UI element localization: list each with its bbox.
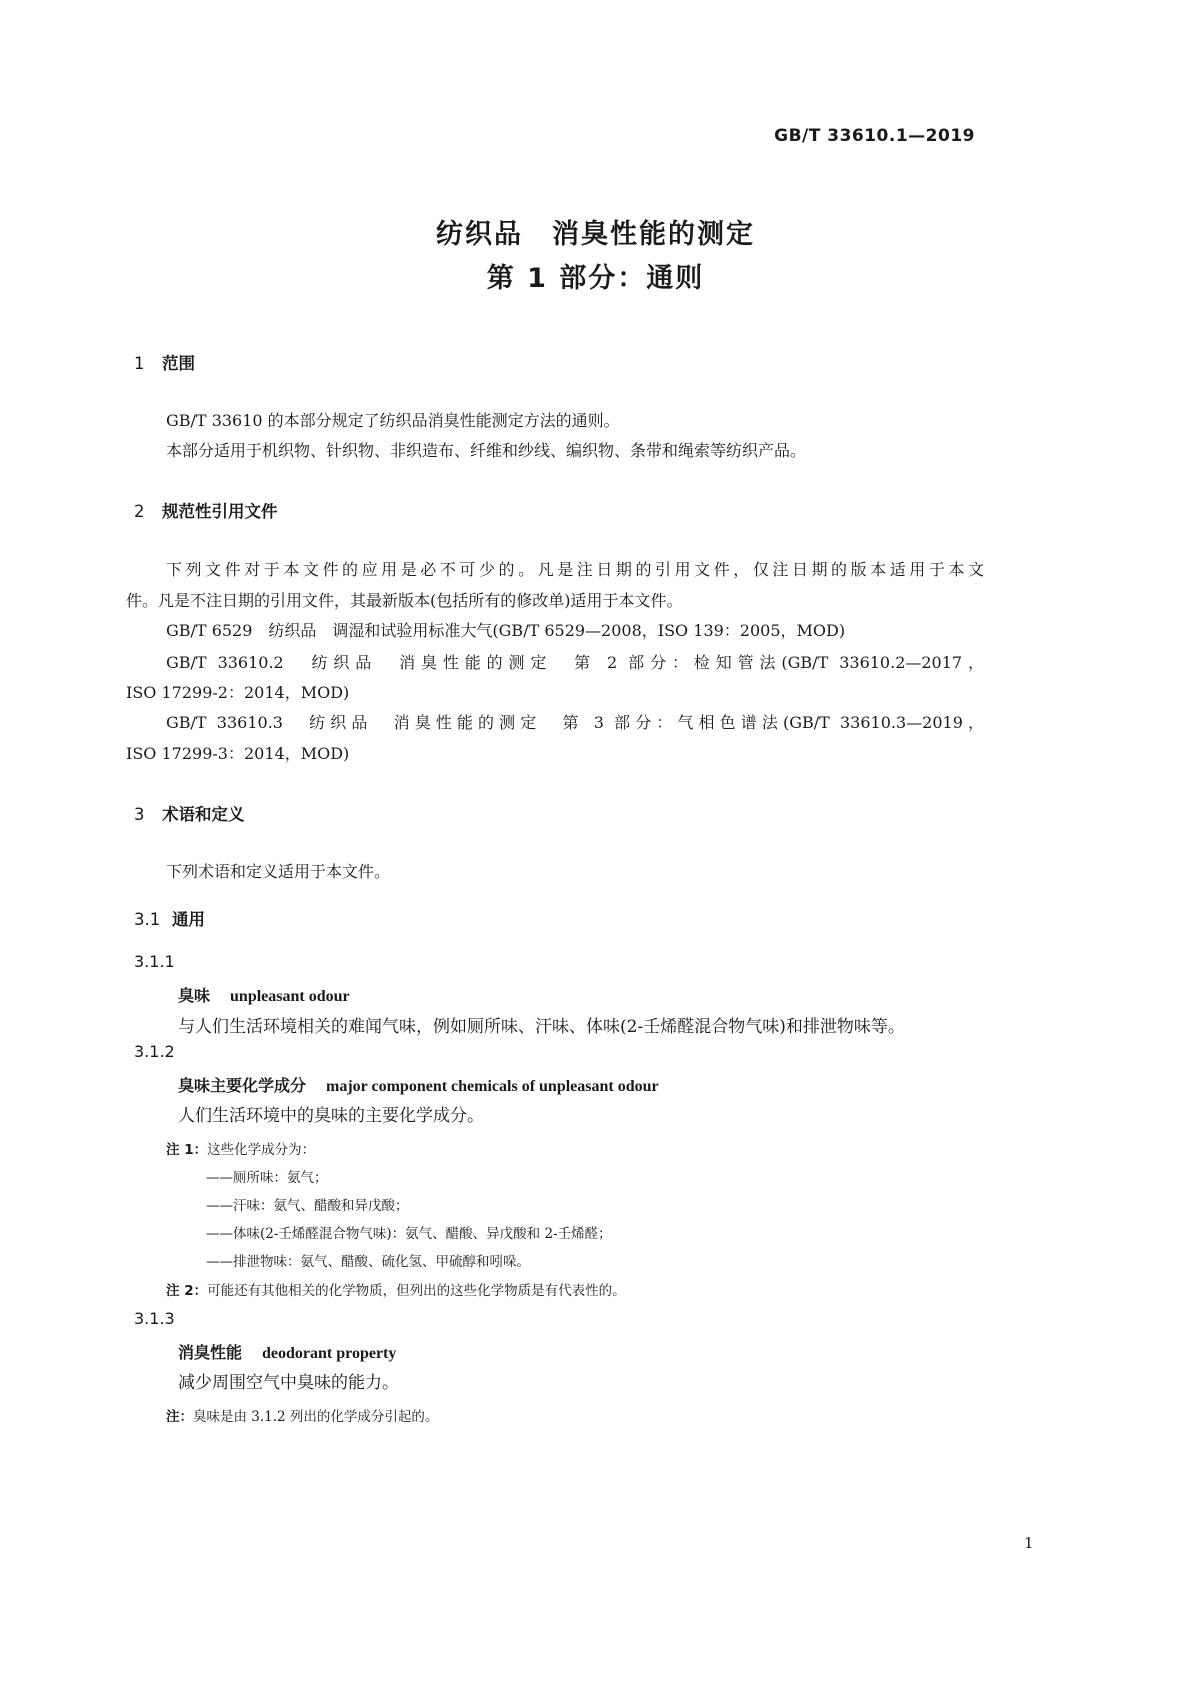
note-2 (166, 1279, 626, 1299)
section-2-heading (134, 498, 278, 522)
term-entry (178, 1073, 659, 1096)
paragraph: 本部分适用于机织物、针织物、非织造布、纤维和纱线、编织物、条带和绳索等纺织产品。 (166, 441, 807, 460)
paragraph-line: 件。凡是不注日期的引用文件，其最新版本(包括所有的修改单)适用于本文件。 (126, 591, 683, 610)
list-item: ——排泄物味：氨气、醋酸、硫化氢、甲硫醇和吲哚。 (206, 1254, 530, 1270)
section-title: 术语和定义 (162, 805, 245, 824)
term-number: 3.1.3 (134, 1309, 175, 1328)
subsection-number: 3.1 (134, 910, 161, 929)
section-title: 规范性引用文件 (162, 502, 278, 521)
term-zh: 臭味主要化学成分 (178, 1076, 307, 1095)
section-1-heading (134, 350, 195, 374)
document-subtitle: 第 1 部分：通则 (486, 263, 705, 294)
note-text: 可能还有其他相关的化学物质，但列出的这些化学物质是有代表性的。 (207, 1283, 626, 1299)
note-label: 注： (166, 1409, 193, 1425)
section-number: 3 (134, 805, 145, 824)
term-entry (178, 1340, 396, 1363)
section-number: 1 (134, 354, 145, 373)
term-en: unpleasant odour (230, 988, 350, 1005)
paragraph-line: 下列文件对于本文件的应用是必不可少的。凡是注日期的引用文件，仅注日期的版本适用于本文 (166, 560, 984, 579)
section-number: 2 (134, 502, 145, 521)
term-zh: 消臭性能 (178, 1343, 243, 1362)
reference-gb-t-33610-2: GB/T 33610.2 纺织品 消臭性能的测定 第 2 部分：检知管法(GB/T 33610.2—2017， (166, 653, 984, 672)
document-title: 纺织品 消臭性能的测定 (436, 219, 755, 250)
term-en: deodorant property (262, 1345, 397, 1362)
note (166, 1405, 438, 1425)
note-label: 注 2： (166, 1283, 208, 1299)
section-3-heading (134, 801, 245, 825)
term-entry (178, 983, 350, 1006)
list-item: ——汗味：氨气、醋酸和异戊酸； (206, 1198, 409, 1214)
page-number: 1 (1024, 1534, 1034, 1552)
note-text: 臭味是由 3.1.2 列出的化学成分引起的。 (193, 1409, 439, 1425)
subsection-title: 通用 (172, 910, 205, 929)
note-1 (166, 1138, 315, 1158)
reference-continuation: ISO 17299-3：2014，MOD) (126, 744, 350, 763)
list-item: ——厕所味：氨气； (206, 1170, 328, 1186)
reference-continuation: ISO 17299-2：2014，MOD) (126, 683, 350, 702)
paragraph: GB/T 33610 的本部分规定了纺织品消臭性能测定方法的通则。 (166, 411, 620, 430)
standard-code: GB/T 33610.1—2019 (774, 126, 975, 146)
section-title: 范围 (162, 354, 195, 373)
term-number: 3.1.1 (134, 952, 175, 971)
term-definition: 减少周围空气中臭味的能力。 (178, 1373, 399, 1393)
term-definition: 与人们生活环境相关的难闻气味，例如厕所味、汗味、体味(2-壬烯醛混合物气味)和排泄物味等。 (178, 1017, 905, 1037)
term-zh: 臭味 (178, 986, 211, 1005)
note-label: 注 1： (166, 1142, 208, 1158)
note-text: 这些化学成分为： (207, 1142, 316, 1158)
term-en: major component chemicals of unpleasant odour (326, 1078, 659, 1095)
list-item: ——体味(2-壬烯醛混合物气味)：氨气、醋酸、异戊酸和 2-壬烯醛； (206, 1226, 612, 1242)
reference-gb-t-6529: GB/T 6529 纺织品 调湿和试验用标准大气(GB/T 6529—2008，ISO 139：2005，MOD) (166, 621, 846, 640)
term-number: 3.1.2 (134, 1042, 175, 1061)
paragraph: 下列术语和定义适用于本文件。 (166, 862, 391, 881)
subsection-3-1-heading (134, 906, 205, 930)
term-definition: 人们生活环境中的臭味的主要化学成分。 (178, 1106, 484, 1126)
reference-gb-t-33610-3: GB/T 33610.3 纺织品 消臭性能的测定 第 3 部分：气相色谱法(GB/T 33610.3—2019， (166, 713, 984, 732)
